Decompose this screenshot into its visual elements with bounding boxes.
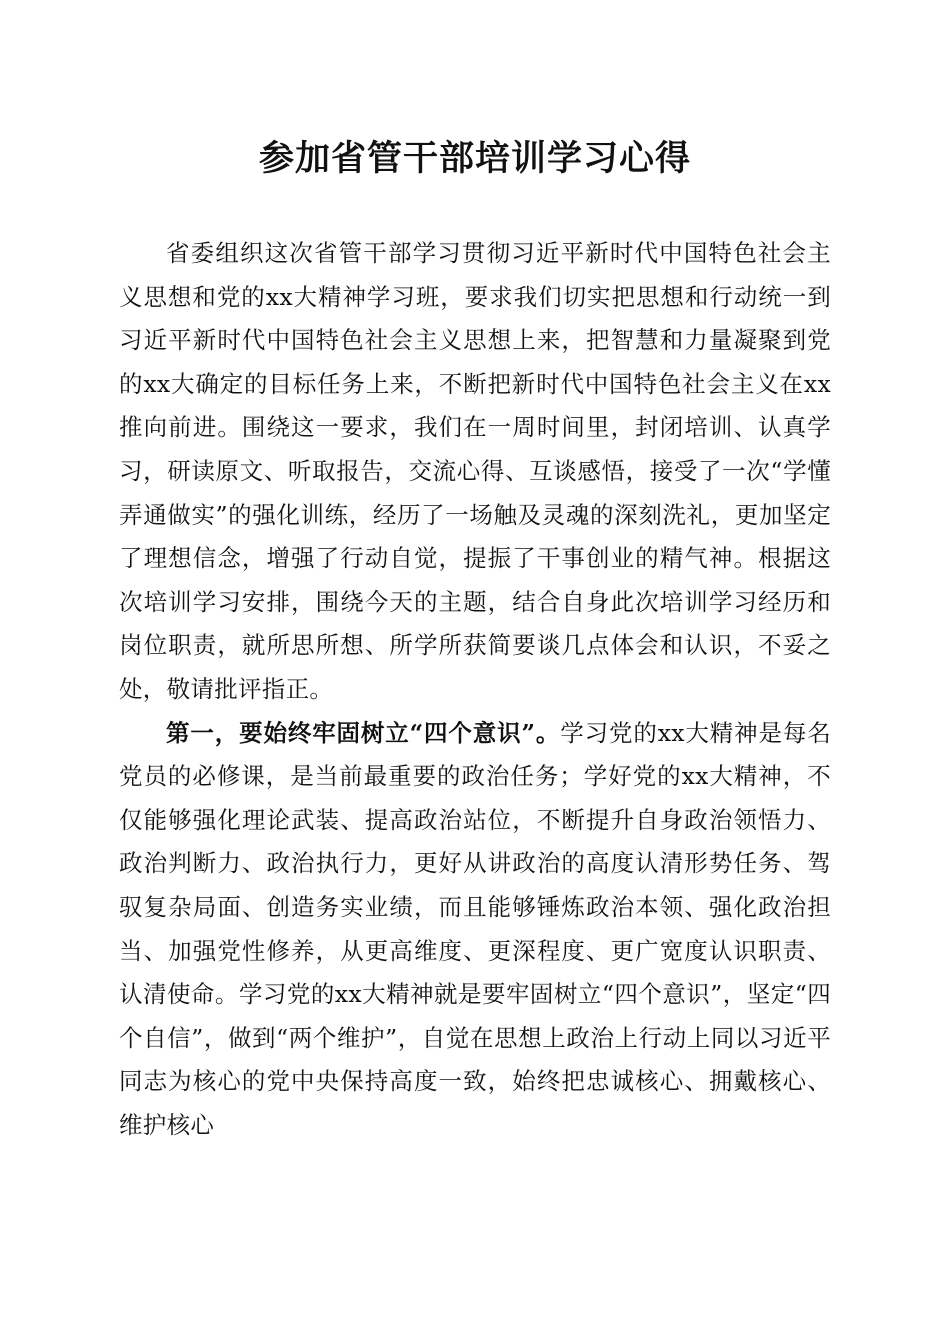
paragraph-text: 省委组织这次省管干部学习贯彻习近平新时代中国特色社会主义思想和党的xx大精神学习班，要求我们切实把思想和行动统一到习近平新时代中国特色社会主义思想上来，把智慧和力量凝聚到党的xx大确定的目标任务上来，不断把新时代中国特色社会主义在xx推向前进。围绕这一要求，我们在一周时间里，封闭培训、认真学习，研读原文、听取报告，交流心得、互谈感悟，接受了一次“学懂弄通做实”的强化训练，经历了一场触及灵魂的深刻洗礼，更加坚定了理想信念，增强了行动自觉，提振了干事创业的精气神。根据这次培训学习安排，围绕今天的主题，结合自身此次培训学习经历和岗位职责，就所思所想、所学所获简要谈几点体会和认识，不妥之处，敬请批评指正。	[119, 239, 831, 703]
document-body	[119, 232, 831, 1147]
paragraph-lead: 第一，要始终牢固树立“四个意识”。	[166, 718, 561, 747]
paragraph-first-point	[119, 712, 831, 1148]
paragraph-intro	[119, 232, 831, 712]
paragraph-text: 学习党的xx大精神是每名党员的必修课，是当前最重要的政治任务；学好党的xx大精神，不仅能够强化理论武装、提高政治站位，不断提升自身政治领悟力、政治判断力、政治执行力，更好从讲政治的高度认清形势任务、驾驭复杂局面、创造务实业绩，而且能够锤炼政治本领、强化政治担当、加强党性修养，从更高维度、更深程度、更广宽度认识职责、认清使命。学习党的xx大精神就是要牢固树立“四个意识”，坚定“四个自信”，做到“两个维护”，自觉在思想上政治上行动上同以习近平同志为核心的党中央保持高度一致，始终把忠诚核心、拥戴核心、维护核心	[119, 718, 832, 1139]
page-title: 参加省管干部培训学习心得	[258, 138, 691, 179]
